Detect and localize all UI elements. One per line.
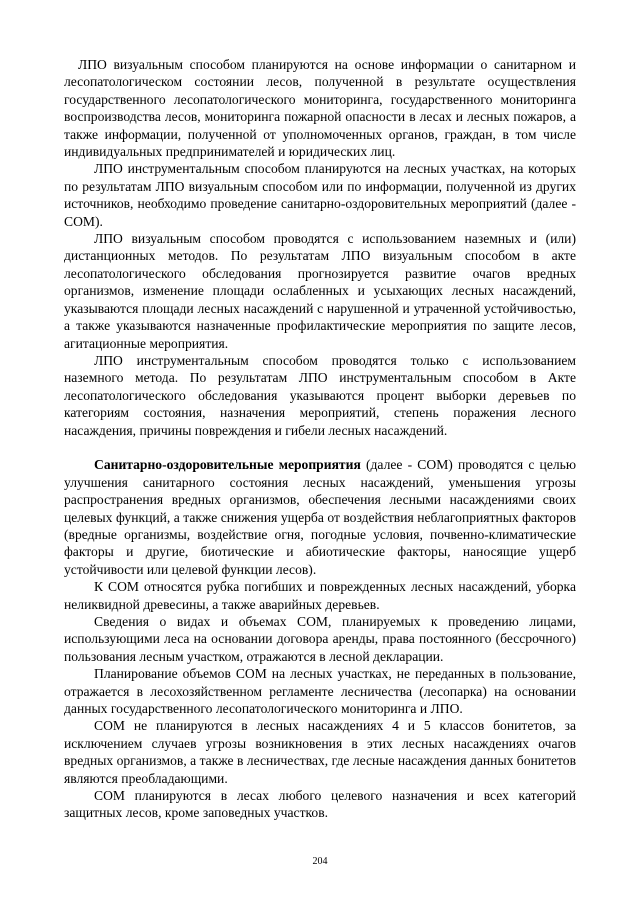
paragraph-som-definition [64,456,576,578]
paragraph-som-bonitet: СОМ не планируются в лесных насаждениях 4 и 5 классов бонитетов, за исключением случаев угрозы возникновения в этих лесных насаждениях очагов вредных организмов, а также в лесничествах, где лесные насаждения данных бонитетов являются преобладающими. [64,718,576,786]
paragraph-lpo-visual-planning: ЛПО визуальным способом планируются на основе информации о санитарном и лесопатологическом состоянии лесов, полученной в результате осуществления государственного лесопатологического мониторинга, государственного мониторинга воспроизводства лесов, мониторинга пожарной опасности в лесах и лесных пожаров, а также информации, полученной от уполномоченных органов, граждан, в том числе индивидуальных предпринимателей и юридических лиц. [64,57,576,160]
paragraph-spacer [64,439,576,456]
paragraph-som-regulation: Планирование объемов СОМ на лесных участках, не переданных в пользование, отражается в лесохозяйственном регламенте лесничества (лесопарка) на основании данных государственного лесопатологического мониторинга и ЛПО. [64,666,576,717]
page-number: 204 [312,856,328,867]
paragraph-som-declaration: Сведения о видах и объемах СОМ, планируемых к проведению лицами, использующими леса на основании договора аренды, права постоянного (бессрочного) пользования лесным участком, отражаются в лесной декларации. [64,613,576,664]
som-definition-text: (далее - СОМ) проводятся с целью улучшения санитарного состояния лесных насаждений, уменьшения угрозы распространения вредных организмов, обеспечения лесными насаждениями своих целевых функций, а также снижения ущерба от воздействия неблагоприятных факторов (вредные организмы, воздействие огня, погодные условия, почвенно-климатические факторы и другие, биотические и абиотические факторы, наносящие ущерб устойчивости или целевой функции лесов). [64,457,576,577]
paragraph-lpo-visual-conduct: ЛПО визуальным способом проводятся с использованием наземных и (или) дистанционных методов. По результатам ЛПО визуальным способом в акте лесопатологического обследования прогнозируется развитие очагов вредных организмов, изменение площади ослабленных и усыхающих лесных насаждений, указываются площади лесных насаждений с нарушенной и утраченной устойчивостью, а также указываются назначенные профилактические мероприятия по защите лесов, агитационные мероприятия. [64,231,576,351]
paragraph-som-scope: СОМ планируются в лесах любого целевого назначения и всех категорий защитных лесов, кроме заповедных участков. [64,788,576,821]
paragraph-lpo-instrumental-planning: ЛПО инструментальным способом планируются на лесных участках, на которых по результатам ЛПО визуальным способом или по информации, полученной из других источников, необходимо проведение санитарно-оздоровительных мероприятий (далее - СОМ). [64,161,576,229]
som-bold-term: Санитарно-оздоровительные мероприятия [94,457,361,473]
page-content [64,56,576,822]
paragraph-lpo-instrumental-conduct: ЛПО инструментальным способом проводятся только с использованием наземного метода. По результатам ЛПО инструментальным способом в Акте лесопатологического обследования указываются процент выборки деревьев по категориям состояния, назначения мероприятий, степень поражения лесного насаждения, причины повреждения и гибели лесных насаждений. [64,352,576,438]
paragraph-som-types: К СОМ относятся рубка погибших и поврежденных лесных насаждений, уборка неликвидной древесины, а также аварийных деревьев. [64,579,576,612]
